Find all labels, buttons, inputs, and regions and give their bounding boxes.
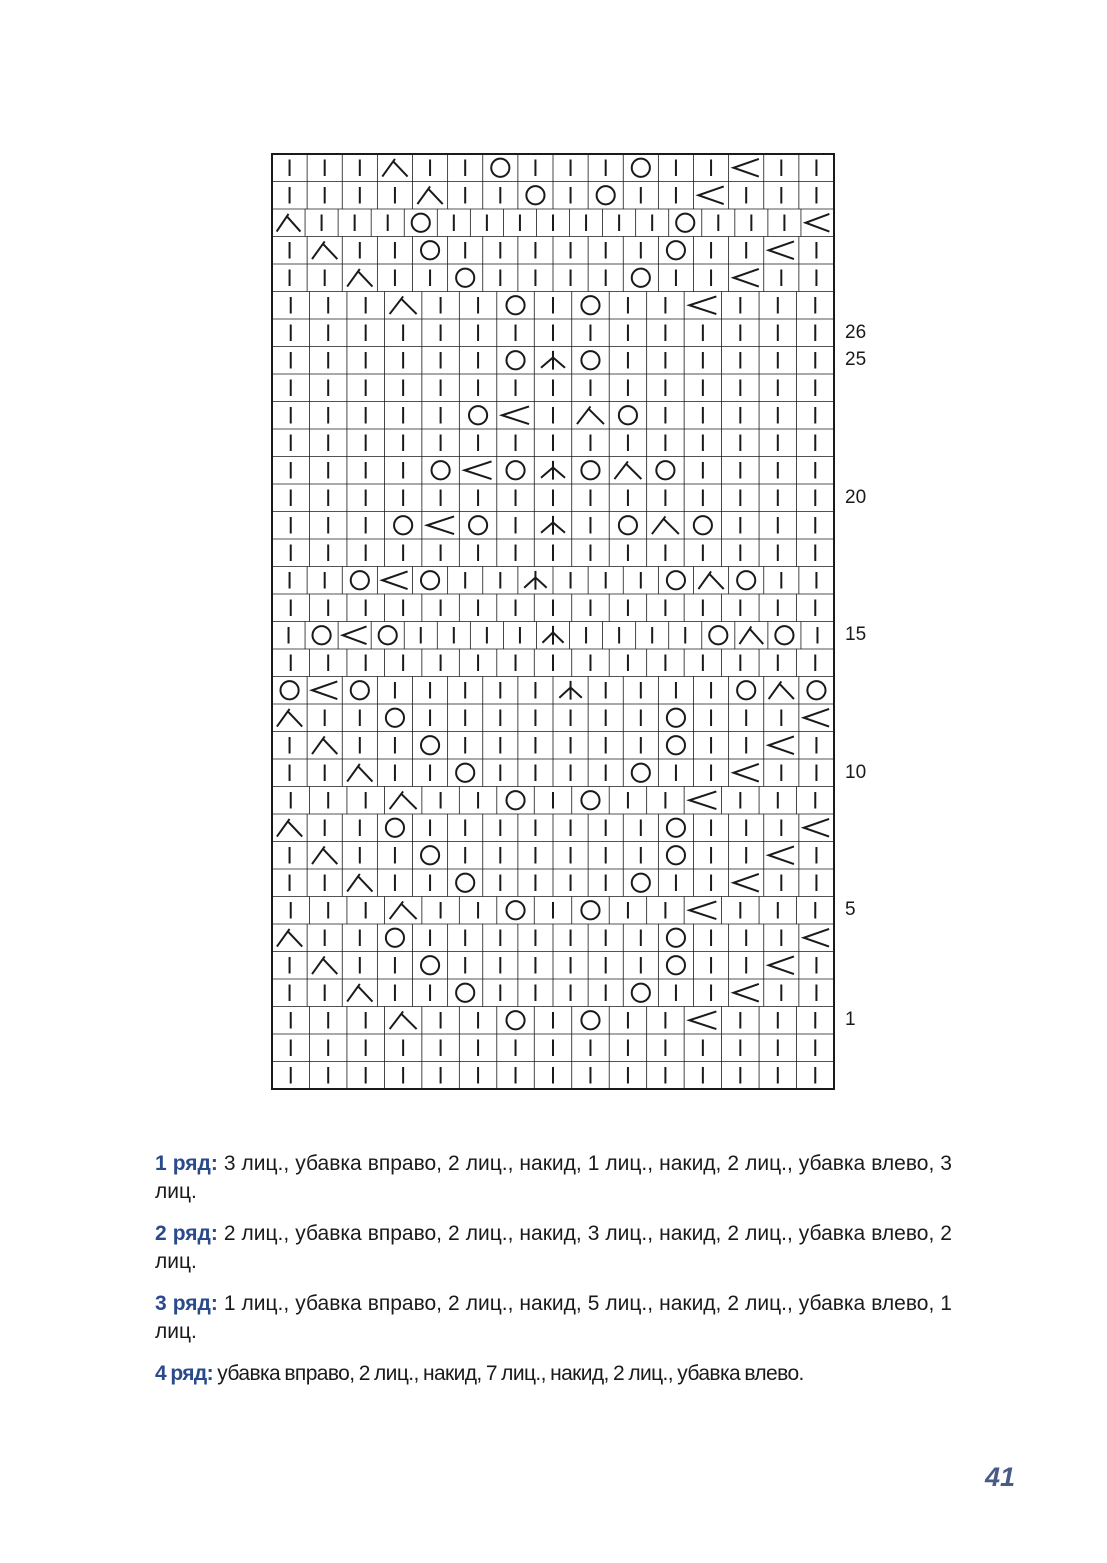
row-label: 2 ряд: — [155, 1222, 218, 1245]
decrease-left — [689, 901, 716, 919]
yarn-over — [807, 681, 825, 699]
decrease-left — [804, 929, 829, 947]
decrease-right — [277, 929, 302, 947]
yarn-over — [619, 406, 637, 424]
yarn-over — [456, 269, 474, 287]
instruction-row-1 — [155, 1150, 952, 1206]
yarn-over — [694, 516, 712, 534]
yarn-over — [456, 984, 474, 1002]
row-number-label: 25 — [845, 349, 867, 371]
yarn-over — [581, 791, 599, 809]
row-number-label: 1 — [845, 1009, 856, 1031]
yarn-over — [421, 846, 439, 864]
instruction-row-3 — [155, 1290, 952, 1346]
yarn-over — [421, 956, 439, 974]
yarn-over — [506, 901, 524, 919]
row-label: 1 ряд: — [155, 1152, 218, 1175]
double-decrease — [541, 351, 565, 370]
decrease-left — [427, 516, 454, 534]
yarn-over — [421, 736, 439, 754]
decrease-left — [689, 1011, 716, 1029]
decrease-right — [390, 296, 417, 314]
decrease-left — [734, 874, 759, 892]
yarn-over — [581, 296, 599, 314]
yarn-over — [506, 791, 524, 809]
decrease-right — [382, 159, 407, 177]
row-number-label: 26 — [845, 321, 867, 343]
decrease-left — [502, 406, 529, 424]
decrease-left — [343, 626, 367, 644]
yarn-over — [491, 159, 509, 177]
decrease-left — [698, 186, 723, 204]
decrease-right — [347, 874, 372, 892]
yarn-over — [667, 846, 685, 864]
decrease-left — [734, 159, 759, 177]
decrease-right — [417, 186, 442, 204]
decrease-left — [689, 791, 716, 809]
yarn-over — [632, 764, 650, 782]
yarn-over — [597, 186, 615, 204]
row-text: 3 лиц., убавка вправо, 2 лиц., накид, 1 лиц., накид, 2 лиц., убавка влево, 3 лиц. — [155, 1152, 952, 1203]
yarn-over — [667, 709, 685, 727]
yarn-over — [632, 269, 650, 287]
double-decrease — [559, 681, 581, 700]
yarn-over — [676, 214, 694, 232]
yarn-over — [456, 764, 474, 782]
double-decrease — [542, 626, 563, 645]
double-decrease — [524, 571, 546, 590]
yarn-over — [379, 626, 397, 644]
instruction-row-4 — [155, 1360, 952, 1388]
decrease-right — [277, 214, 301, 232]
row-number-label: 10 — [845, 761, 867, 783]
row-label: 4 ряд: — [155, 1362, 214, 1385]
decrease-left — [382, 571, 407, 589]
decrease-left — [769, 241, 794, 259]
yarn-over — [667, 819, 685, 837]
yarn-over — [412, 214, 430, 232]
yarn-over — [386, 819, 404, 837]
yarn-over — [526, 186, 544, 204]
yarn-over — [581, 1011, 599, 1029]
yarn-over — [737, 681, 755, 699]
row-label: 3 ряд: — [155, 1292, 218, 1315]
yarn-over — [421, 241, 439, 259]
decrease-left — [689, 296, 716, 314]
decrease-left — [734, 984, 759, 1002]
decrease-right — [390, 1011, 417, 1029]
yarn-over — [632, 984, 650, 1002]
yarn-over — [506, 351, 524, 369]
decrease-right — [390, 901, 417, 919]
decrease-right — [277, 819, 302, 837]
yarn-over — [581, 901, 599, 919]
decrease-right — [347, 984, 372, 1002]
decrease-left — [312, 681, 337, 699]
yarn-over — [667, 956, 685, 974]
yarn-over — [432, 461, 450, 479]
decrease-right — [312, 736, 337, 754]
decrease-left — [804, 819, 829, 837]
decrease-right — [312, 956, 337, 974]
decrease-right — [739, 626, 763, 644]
row-text: 2 лиц., убавка вправо, 2 лиц., накид, 3 лиц., накид, 2 лиц., убавка влево, 2 лиц. — [155, 1222, 952, 1273]
yarn-over — [775, 626, 793, 644]
yarn-over — [656, 461, 674, 479]
decrease-left — [734, 269, 759, 287]
decrease-right — [312, 846, 337, 864]
decrease-right — [577, 406, 604, 424]
decrease-left — [806, 214, 830, 232]
row-number-label: 15 — [845, 624, 867, 646]
yarn-over — [506, 461, 524, 479]
yarn-over — [632, 159, 650, 177]
decrease-right — [347, 269, 372, 287]
yarn-over — [456, 874, 474, 892]
decrease-left — [804, 709, 829, 727]
yarn-over — [506, 1011, 524, 1029]
yarn-over — [667, 571, 685, 589]
decrease-right — [614, 461, 641, 479]
decrease-right — [312, 241, 337, 259]
yarn-over — [280, 681, 298, 699]
decrease-right — [652, 516, 679, 534]
decrease-left — [769, 736, 794, 754]
yarn-over — [667, 241, 685, 259]
decrease-right — [347, 764, 372, 782]
instruction-row-2 — [155, 1220, 952, 1276]
row-text: убавка вправо, 2 лиц., накид, 7 лиц., накид, 2 лиц., убавка влево. — [213, 1362, 804, 1385]
yarn-over — [469, 516, 487, 534]
decrease-right — [277, 709, 302, 727]
decrease-left — [769, 956, 794, 974]
row-instructions — [155, 1150, 952, 1402]
yarn-over — [313, 626, 331, 644]
yarn-over — [737, 571, 755, 589]
decrease-left — [465, 461, 492, 479]
row-number-label: 20 — [845, 486, 867, 508]
yarn-over — [421, 571, 439, 589]
yarn-over — [709, 626, 727, 644]
decrease-right — [698, 571, 723, 589]
yarn-over — [581, 461, 599, 479]
double-decrease — [541, 516, 565, 535]
yarn-over — [667, 929, 685, 947]
yarn-over — [619, 516, 637, 534]
decrease-left — [769, 846, 794, 864]
yarn-over — [351, 681, 369, 699]
row-text: 1 лиц., убавка вправо, 2 лиц., накид, 5 лиц., накид, 2 лиц., убавка влево, 1 лиц. — [155, 1292, 952, 1343]
page-number: 41 — [984, 1462, 1015, 1492]
yarn-over — [469, 406, 487, 424]
yarn-over — [581, 351, 599, 369]
row-number-label: 5 — [845, 899, 856, 921]
decrease-right — [769, 681, 794, 699]
decrease-left — [734, 764, 759, 782]
yarn-over — [394, 516, 412, 534]
yarn-over — [506, 296, 524, 314]
yarn-over — [667, 736, 685, 754]
yarn-over — [386, 929, 404, 947]
yarn-over — [386, 709, 404, 727]
yarn-over — [351, 571, 369, 589]
yarn-over — [632, 874, 650, 892]
decrease-right — [390, 791, 417, 809]
double-decrease — [541, 461, 565, 480]
